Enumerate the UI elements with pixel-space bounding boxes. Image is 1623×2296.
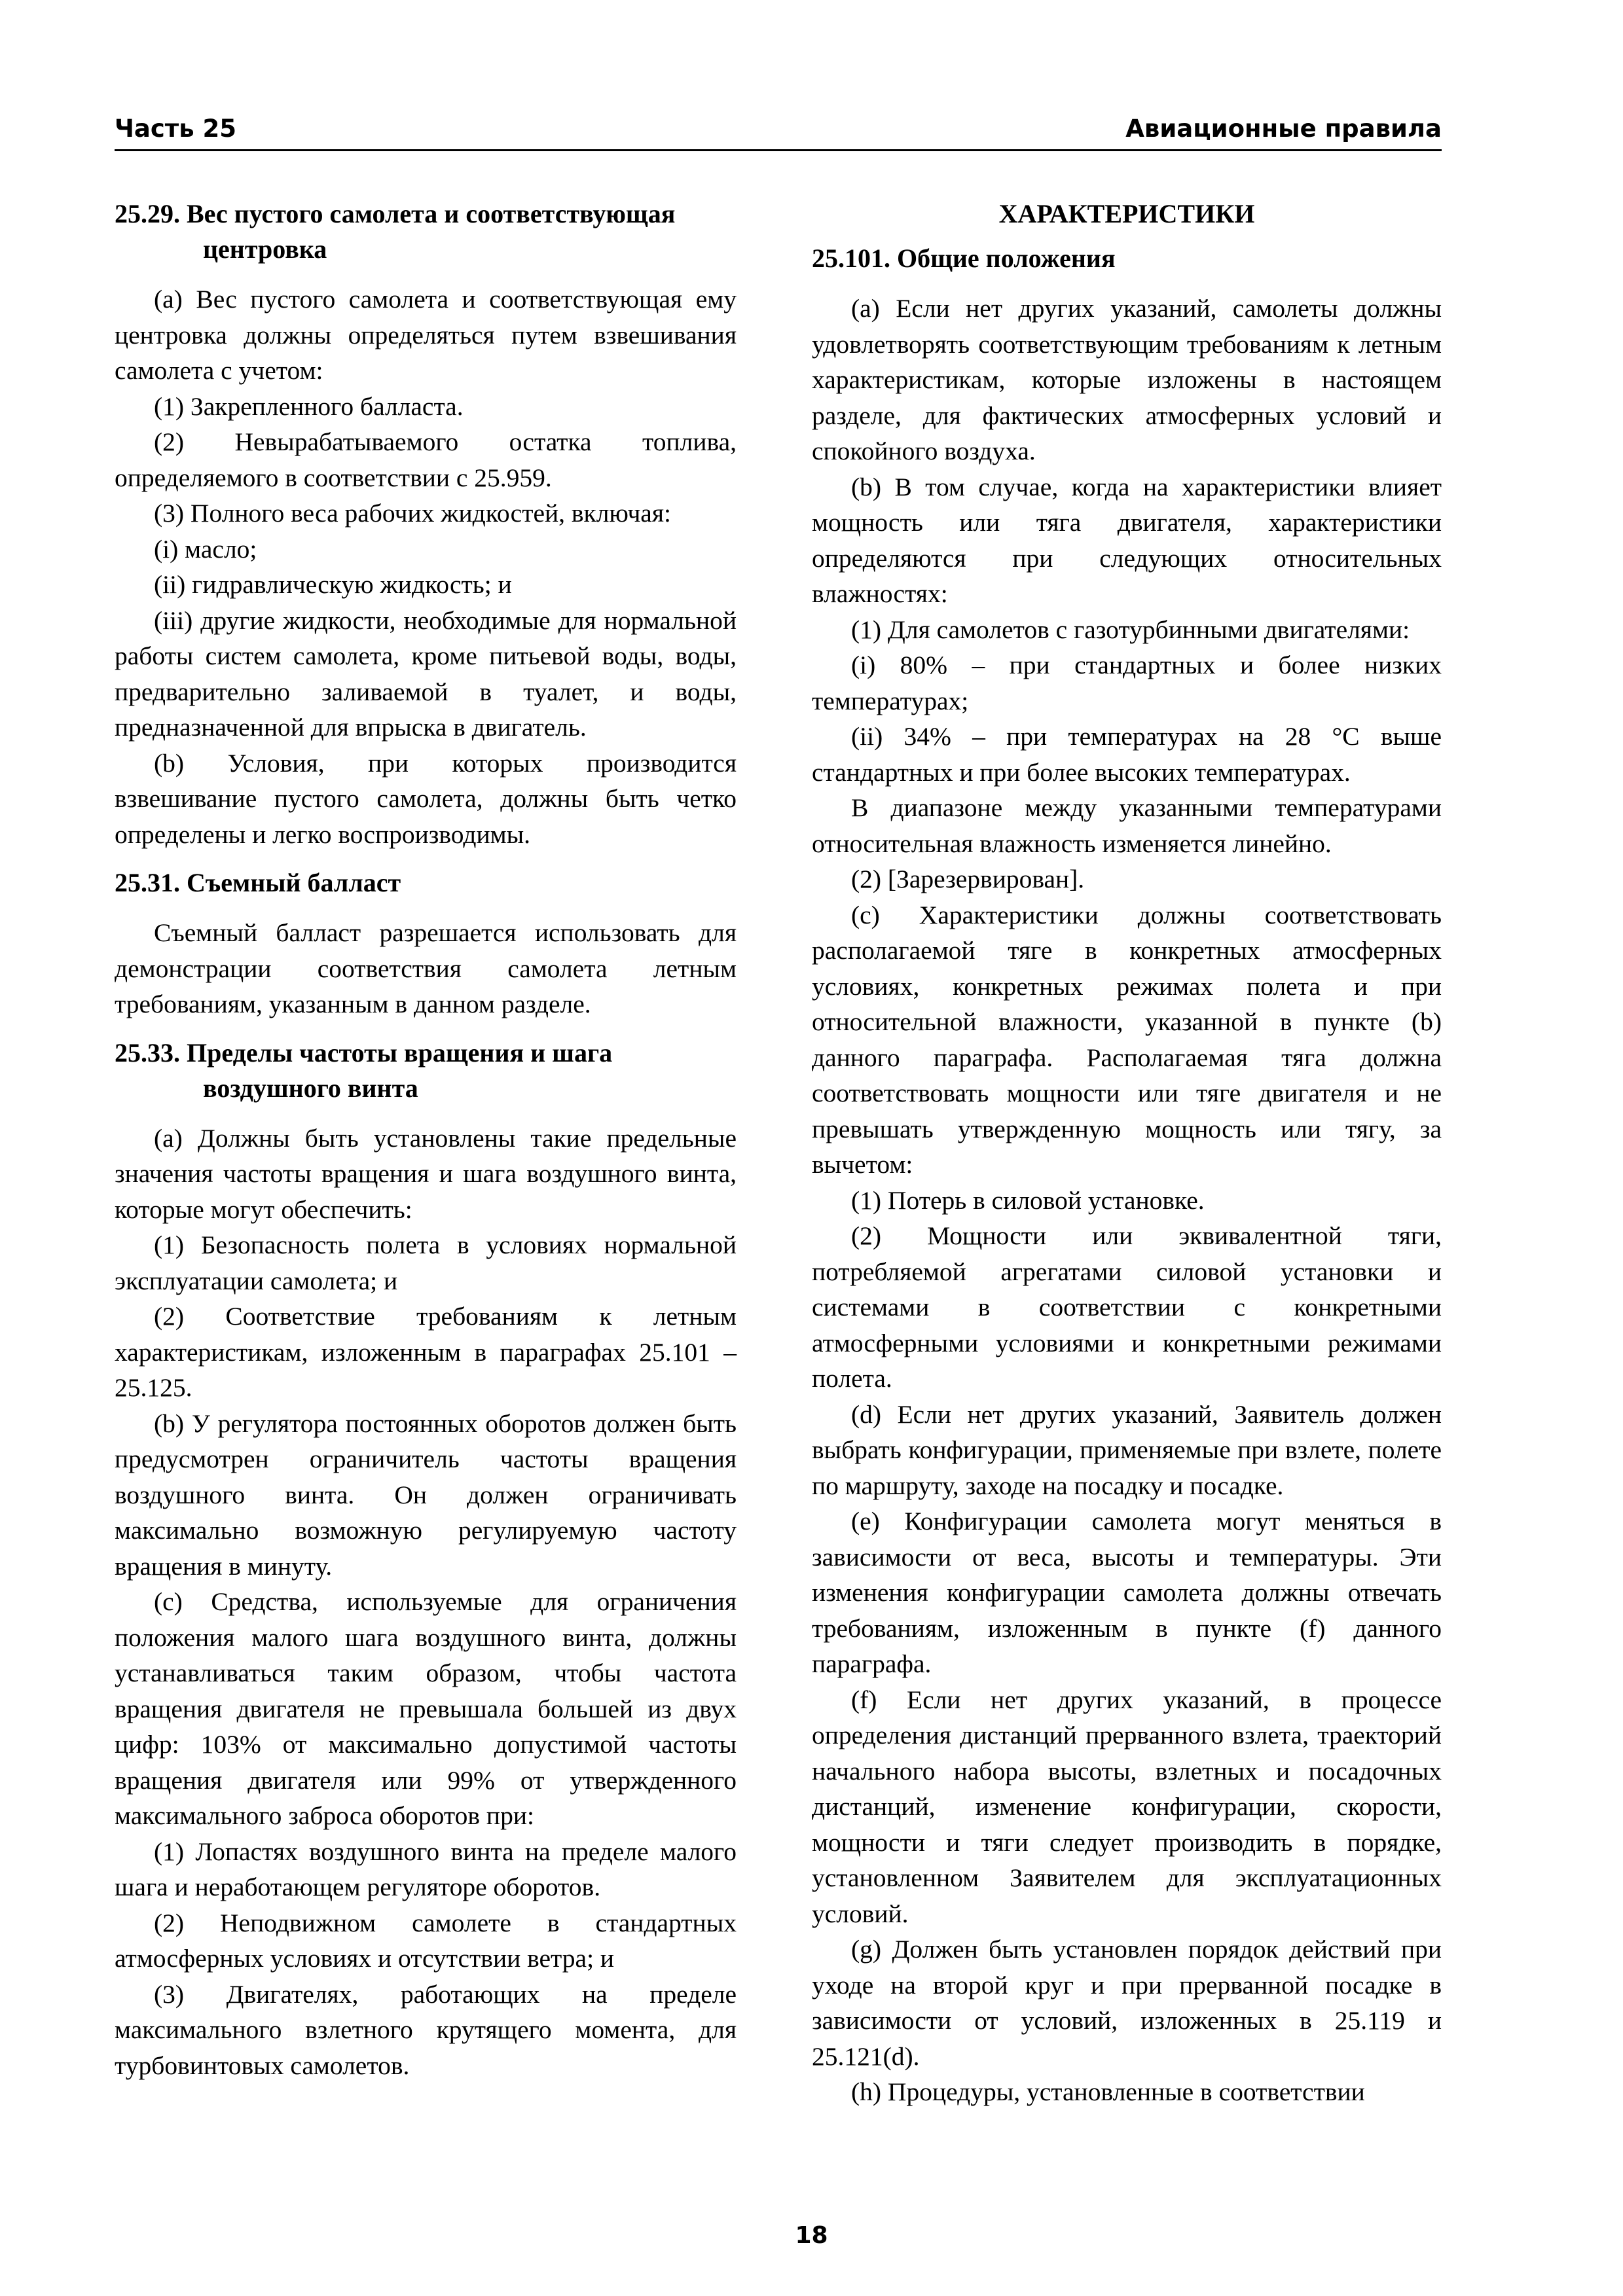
paragraph: (f) Если нет других указаний, в процессе определения дистанций прерванного взлета, траекторий начального набора высоты, взлетных и посадочных дистанций, изменение конфигурации, скорости, мощности и тяги следует производить в порядке, установленном Заявителем для эксплуатационных условий. xyxy=(812,1685,1442,1928)
chapter-title: ХАРАКТЕРИСТИКИ xyxy=(998,199,1255,228)
paragraph: (a) Вес пустого самолета и соответствующая ему центровка должны определяться путем взвешивания самолета с учетом: xyxy=(115,285,737,385)
running-header-title: Авиационные правила xyxy=(1125,115,1442,143)
paragraph: (ii) 34% – при температурах на 28 °С выше стандартных и при более высоких температурах. xyxy=(812,722,1442,787)
paragraph: (c) Характеристики должны соответствовать располагаемой тяге в конкретных атмосферных условиях, конкретных режимах полета и при относительной влажности, указанной в пункте (b) данного параграфа. Располагаемая тяга должна соответствовать мощности или тяге двигателя и не превышать утвержденную мощность или тягу, за вычетом: xyxy=(812,900,1442,1179)
left-column xyxy=(115,196,737,2083)
paragraph: (h) Процедуры, установленные в соответствии xyxy=(851,2077,1365,2106)
section-heading-25-33: 25.33. Пределы частоты вращения и шага воздушного винта xyxy=(115,1037,613,1103)
paragraph: (1) Для самолетов с газотурбинными двигателями: xyxy=(851,615,1410,644)
paragraph: (2) Невырабатываемого остатка топлива, определяемого в соответствии с 25.959. xyxy=(115,427,737,492)
paragraph: (e) Конфигурации самолета могут меняться в зависимости от веса, высоты и температуры. Эти изменения конфигурации самолета должны отвечать требованиям, изложенным в пункте (f) данного параграфа. xyxy=(812,1507,1442,1678)
paragraph: В диапазоне между указанными температурами относительная влажность изменяется линейно. xyxy=(812,793,1442,858)
page-number: 18 xyxy=(795,2222,828,2249)
section-heading-25-101: 25.101. Общие положения xyxy=(812,243,1116,273)
paragraph: (g) Должен быть установлен порядок действий при уходе на второй круг и при прерванной посадке в зависимости от условий, изложенных в 25.119 и 25.121(d). xyxy=(812,1935,1442,2071)
paragraph: (1) Безопасность полета в условиях нормальной эксплуатации самолета; и xyxy=(115,1230,737,1295)
paragraph: Съемный балласт разрешается использовать для демонстрации соответствия самолета летным требованиям, указанным в данном разделе. xyxy=(115,918,737,1018)
section-heading-25-29: 25.29. Вес пустого самолета и соответствующая центровка xyxy=(115,199,676,264)
paragraph: (iii) другие жидкости, необходимые для нормальной работы систем самолета, кроме питьевой воды, воды, предварительно заливаемой в туалет, и воды, предназначенной для впрыска в двигатель. xyxy=(115,605,737,742)
paragraph: (2) Неподвижном самолете в стандартных атмосферных условиях и отсутствии ветра; и xyxy=(115,1908,737,1973)
paragraph: (c) Средства, используемые для ограничения положения малого шага воздушного винта, должны устанавливаться таким образом, чтобы частота вращения двигателя не превышала большей из двух цифр: 103% от максимально допустимой частоты вращения двигателя или 99% от утвержденного максимального заброса оборотов при: xyxy=(115,1587,737,1830)
header-rule xyxy=(115,149,1442,151)
paragraph: (1) Лопастях воздушного винта на пределе малого шага и неработающем регуляторе оборотов. xyxy=(115,1837,737,1901)
paragraph: (a) Должны быть установлены такие предельные значения частоты вращения и шага воздушного винта, которые могут обеспечить: xyxy=(115,1123,737,1224)
paragraph: (b) В том случае, когда на характеристики влияет мощность или тяга двигателя, характеристики определяются при следующих относительных влажностях: xyxy=(812,472,1442,608)
paragraph: (3) Полного веса рабочих жидкостей, включая: xyxy=(154,499,671,528)
paragraph: (b) Условия, при которых производится взвешивание пустого самолета, должны быть четко определены и легко воспроизводимы. xyxy=(115,748,737,849)
section-heading-25-31: 25.31. Съемный балласт xyxy=(115,868,401,897)
paragraph: (1) Закрепленного балласта. xyxy=(154,391,464,421)
paragraph: (2) [Зарезервирован]. xyxy=(851,865,1085,893)
paragraph: (d) Если нет других указаний, Заявитель должен выбрать конфигурации, применяемые при взлете, полете по маршруту, заходе на посадку и посадке. xyxy=(812,1399,1442,1500)
paragraph: (2) Соответствие требованиям к летным характеристикам, изложенным в параграфах 25.101 – 25.125. xyxy=(115,1302,737,1402)
right-column xyxy=(812,196,1442,2110)
paragraph: (1) Потерь в силовой установке. xyxy=(851,1185,1205,1215)
running-header-part: Часть 25 xyxy=(115,115,237,143)
paragraph: (ii) гидравлическую жидкость; и xyxy=(154,570,512,599)
paragraph: (i) 80% – при стандартных и более низких температурах; xyxy=(812,651,1442,715)
paragraph: (i) масло; xyxy=(154,534,257,564)
paragraph: (a) Если нет других указаний, самолеты должны удовлетворять соответствующим требованиям к летным характеристикам, которые изложены в настоящем разделе, для фактических атмосферных условий и спокойного воздуха. xyxy=(812,294,1442,465)
paragraph: (b) У регулятора постоянных оборотов должен быть предусмотрен ограничитель частоты вращения воздушного винта. Он должен ограничивать максимально возможную регулируемую частоту вращения в минуту. xyxy=(115,1408,737,1581)
paragraph: (3) Двигателях, работающих на пределе максимального взлетного крутящего момента, для турбовинтовых самолетов. xyxy=(115,1979,737,2080)
paragraph: (2) Мощности или эквивалентной тяги, потребляемой агрегатами силовой установки и системами в соответствии с конкретными атмосферными условиями и конкретными режимами полета. xyxy=(812,1221,1442,1393)
